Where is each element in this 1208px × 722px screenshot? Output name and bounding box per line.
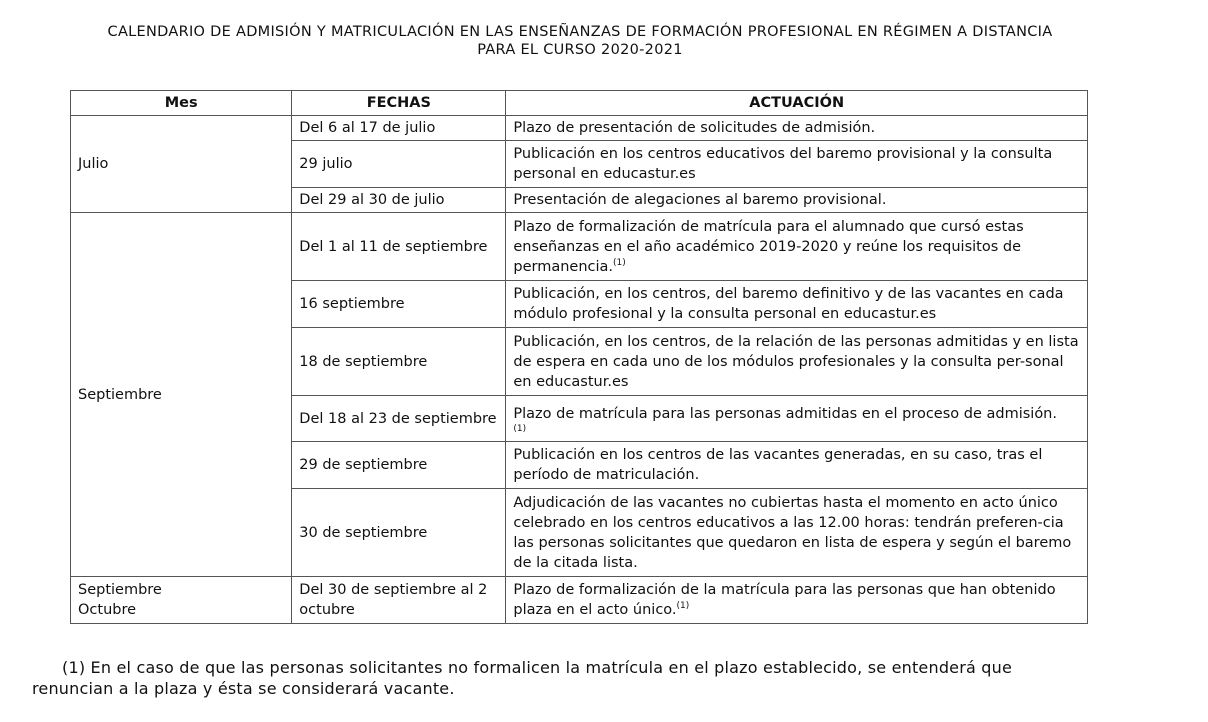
action-cell: Publicación, en los centros, de la relación de las personas admitidas y en lista de espera en cada uno de los módulos profesionales y la consulta per-sonal en educastur.es	[506, 328, 1088, 396]
date-cell: Del 1 al 11 de septiembre	[292, 213, 506, 281]
footnote-ref: (1)	[613, 257, 626, 268]
date-cell: 29 julio	[292, 141, 506, 188]
action-cell	[506, 396, 1088, 442]
date-cell: 30 de septiembre	[292, 489, 506, 577]
date-cell: Del 18 al 23 de septiembre	[292, 396, 506, 442]
table-header-row	[71, 91, 1088, 116]
month-line-2: Octubre	[78, 602, 137, 618]
action-text: Plazo de formalización de la matrícula para las personas que han obtenido plaza en el acto único.	[513, 582, 1056, 618]
date-cell: 16 septiembre	[292, 281, 506, 328]
table-row	[71, 213, 1088, 281]
action-cell: Plazo de presentación de solicitudes de admisión.	[506, 116, 1088, 141]
header-fechas: FECHAS	[292, 91, 506, 116]
action-cell: Publicación, en los centros, del baremo definitivo y de las vacantes en cada módulo profesional y la consulta personal en educastur.es	[506, 281, 1088, 328]
action-cell: Adjudicación de las vacantes no cubiertas hasta el momento en acto único celebrado en los centros educativos a las 12.00 horas: tendrán preferen-cia las personas solicitantes que quedaron en lista de espera y según el baremo de la citada lista.	[506, 489, 1088, 577]
month-line-1: Septiembre	[78, 582, 162, 598]
title-line-2: PARA EL CURSO 2020-2021	[477, 42, 683, 58]
date-cell: Del 30 de septiembre al 2 octubre	[292, 577, 506, 624]
month-cell-septiembre-octubre	[71, 577, 292, 624]
document-title	[0, 23, 1160, 59]
footnote	[32, 657, 1142, 699]
action-cell	[506, 213, 1088, 281]
action-cell: Publicación en los centros educativos del baremo provisional y la consulta personal en educastur.es	[506, 141, 1088, 188]
table-row	[71, 577, 1088, 624]
calendar-table	[70, 90, 1088, 624]
date-cell: 29 de septiembre	[292, 442, 506, 489]
date-cell: Del 6 al 17 de julio	[292, 116, 506, 141]
title-line-1: CALENDARIO DE ADMISIÓN Y MATRICULACIÓN EN LAS ENSEÑANZAS DE FORMACIÓN PROFESIONAL EN RÉGIMEN A DISTANCIA	[107, 24, 1053, 40]
date-cell: Del 29 al 30 de julio	[292, 188, 506, 213]
footnote-ref: (1)	[513, 423, 527, 434]
footnote-line-1: (1) En el caso de que las personas solicitantes no formalicen la matrícula en el plazo establecido, se entenderá que	[62, 658, 1013, 677]
action-cell: Publicación en los centros de las vacantes generadas, en su caso, tras el período de matriculación.	[506, 442, 1088, 489]
footnote-ref: (1)	[676, 601, 690, 612]
month-cell-julio: Julio	[71, 116, 292, 213]
month-cell-septiembre: Septiembre	[71, 213, 292, 577]
action-text: Plazo de matrícula para las personas admitidas en el proceso de admisión.	[513, 405, 1057, 422]
header-actuacion: ACTUACIÓN	[506, 91, 1088, 116]
action-cell: Presentación de alegaciones al baremo provisional.	[506, 188, 1088, 213]
header-mes: Mes	[71, 91, 292, 116]
date-cell: 18 de septiembre	[292, 328, 506, 396]
action-text: Plazo de formalización de matrícula para el alumnado que cursó estas enseñanzas en el año académico 2019-2020 y reúne los requisitos de permanencia.	[513, 218, 1024, 275]
footnote-line-2: renuncian a la plaza y ésta se considerará vacante.	[32, 679, 455, 698]
action-cell	[506, 577, 1088, 624]
table-row	[71, 116, 1088, 141]
